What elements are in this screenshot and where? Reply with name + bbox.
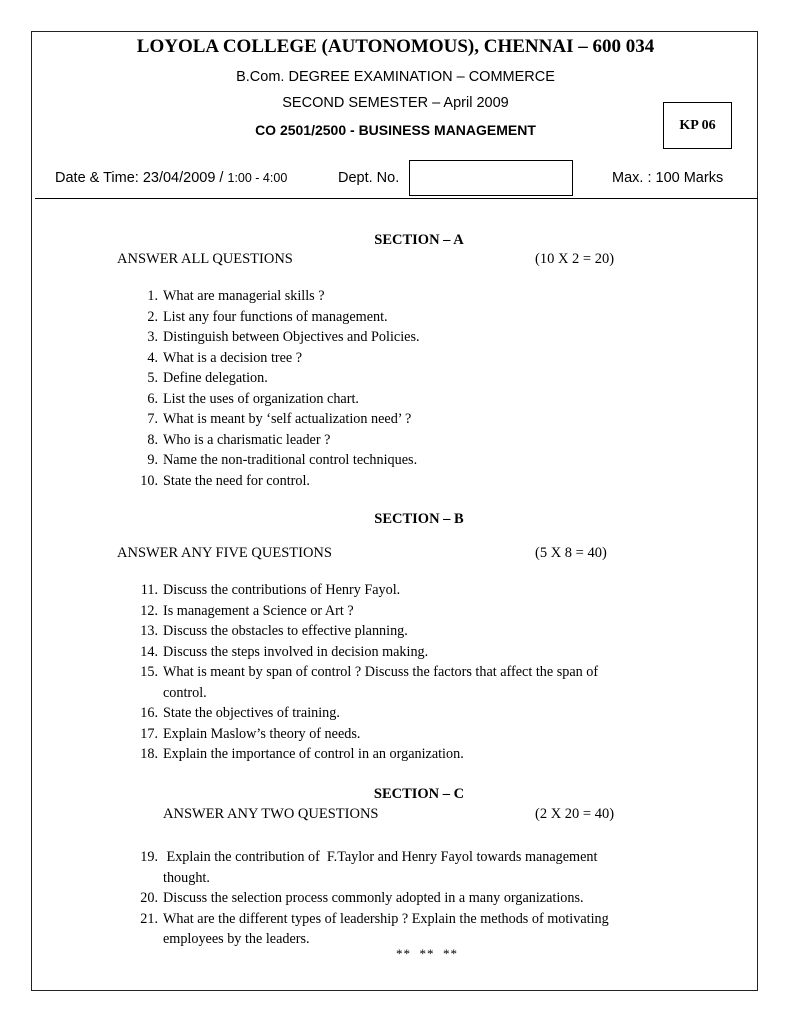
dept-label: Dept. No. [338,170,400,186]
section-a-instruction: ANSWER ALL QUESTIONS [117,251,293,267]
dept-number-box [409,160,573,196]
date-time [55,170,287,186]
course-title: CO 2501/2500 - BUSINESS MANAGEMENT [255,122,536,138]
section-b-marks: (5 X 8 = 40) [535,545,607,561]
max-marks: Max. : 100 Marks [612,170,724,186]
section-c-instruction: ANSWER ANY TWO QUESTIONS [163,806,379,822]
paper-code-box [663,102,732,149]
semester-line: SECOND SEMESTER – April 2009 [282,95,509,111]
exam-name: B.Com. DEGREE EXAMINATION – COMMERCE [236,69,555,85]
section-b-instruction: ANSWER ANY FIVE QUESTIONS [117,545,332,561]
section-a-marks: (10 X 2 = 20) [535,251,615,267]
end-stars: ** ** ** [396,946,458,961]
college-title: LOYOLA COLLEGE (AUTONOMOUS), CHENNAI – 600 034 [136,36,655,57]
header-divider [35,198,758,199]
paper-code: KP 06 [679,117,716,133]
section-c-title: SECTION – C [373,786,465,802]
date-label: Date & Time: 23/04/2009 / [55,170,228,186]
section-a-title: SECTION – A [374,232,464,248]
section-c-marks: (2 X 20 = 40) [535,806,615,822]
section-b-title: SECTION – B [374,511,464,527]
exam-time: 1:00 - 4:00 [227,171,288,185]
